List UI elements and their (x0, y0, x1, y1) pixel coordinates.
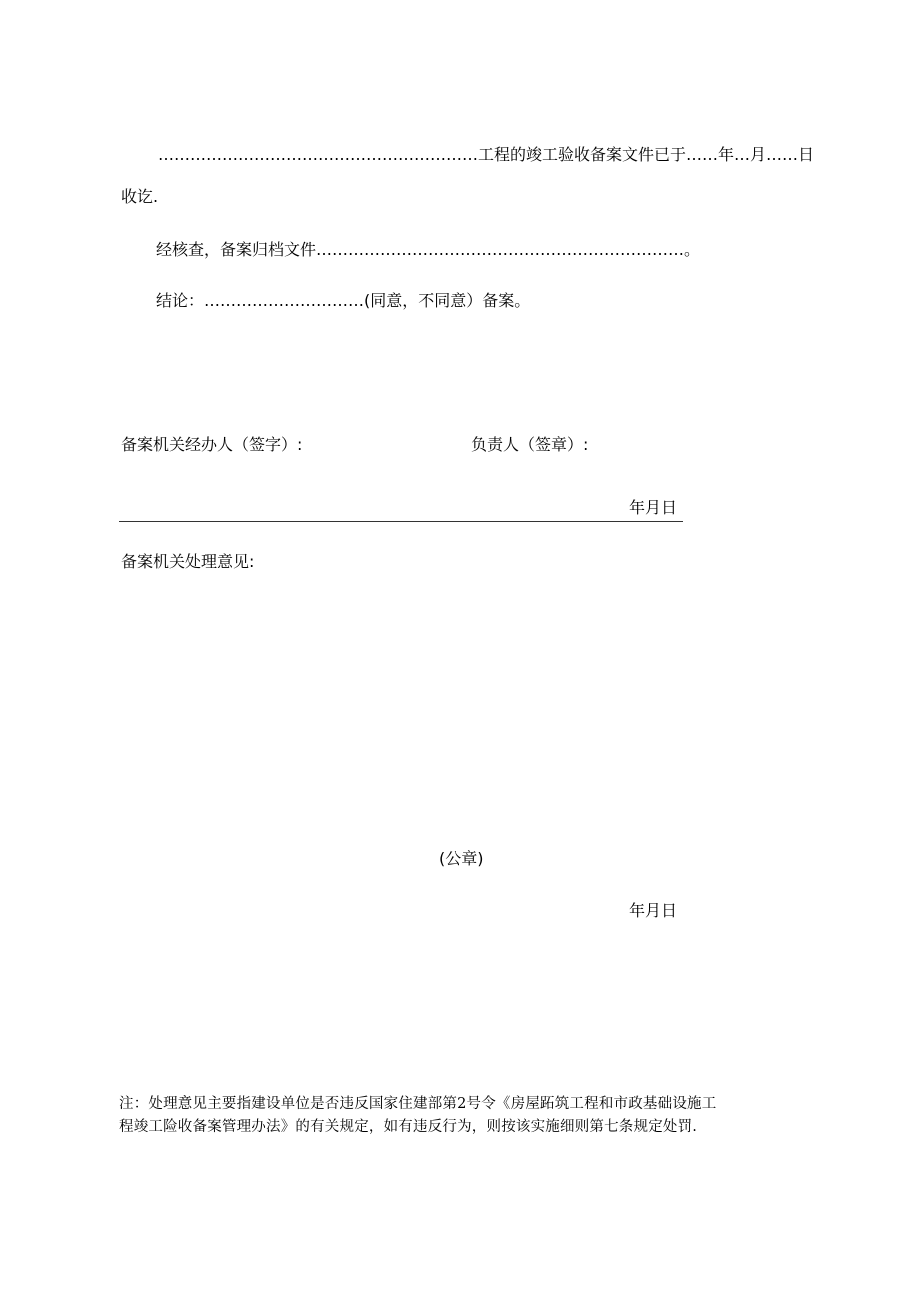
date-label-seal: 年月日 (629, 901, 678, 920)
responsible-person-label: 负责人（签章）: (471, 435, 589, 454)
received-statement: ……………………………………………………工程的竣工验收备案文件已于……年…月……日 (158, 145, 815, 164)
date-label-signature: 年月日 (629, 498, 678, 517)
footnote-line-2: 程竣工险收备案管理办法》的有关规定，如有违反行为，则按该实施细则第七条规定处罚. (119, 1119, 698, 1135)
handler-signature-label: 备案机关经办人（签字）: (121, 435, 303, 454)
footnote-line-1: 注：处理意见主要指建设单位是否违反国家住建部第2号令《房屋跖筑工程和市政基础设施工 (119, 1096, 717, 1112)
check-statement: 经核查，备案归档文件……………………………………………………………。 (156, 240, 701, 259)
official-seal-label: (公章) (439, 849, 484, 868)
conclusion-statement: 结论：…………………………(同意，不同意）备案。 (156, 291, 531, 310)
received-statement-continued: 收讫. (121, 187, 159, 206)
section-divider (119, 521, 683, 522)
opinion-label: 备案机关处理意见: (121, 552, 255, 571)
